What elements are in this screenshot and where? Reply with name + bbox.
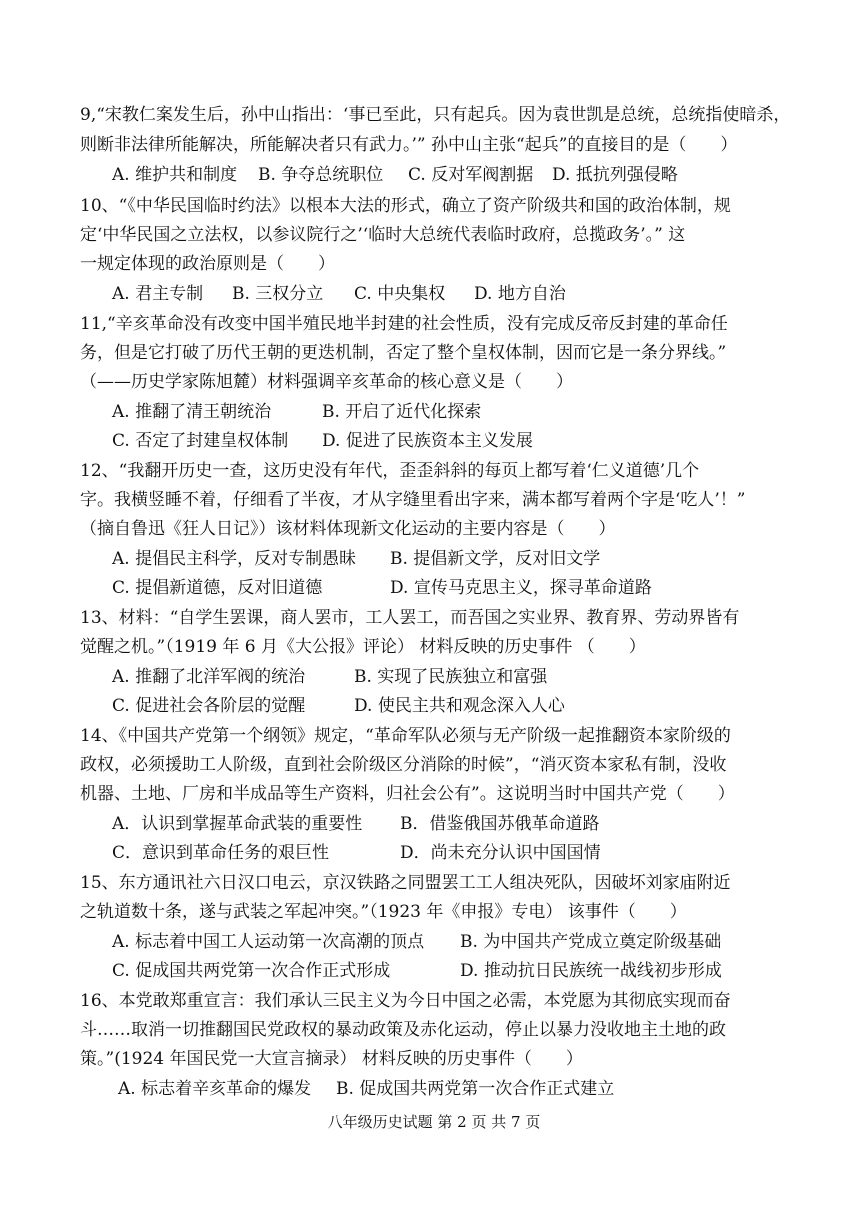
q10-option-b[interactable]: B. 三权分立 (232, 284, 324, 304)
q16-option-b[interactable]: B. 促成国共两党第一次合作正式建立 (336, 1079, 615, 1099)
q11-stem-line-3: （——历史学家陈旭麓）材料强调辛亥革命的核心意义是（ ） (80, 372, 573, 392)
q12-option-b[interactable]: B. 提倡新文学，反对旧文学 (390, 549, 601, 569)
q15-option-b[interactable]: B. 为中国共产党成立奠定阶级基础 (460, 932, 722, 952)
q13-option-a[interactable]: A. 推翻了北洋军阀的统治 (112, 667, 306, 687)
q10-option-d[interactable]: D. 地方自治 (474, 284, 566, 304)
q9-option-b[interactable]: B. 争夺总统职位 (258, 165, 384, 185)
q13-option-c[interactable]: C. 促进社会各阶层的觉醒 (112, 696, 306, 716)
q12-option-c[interactable]: C. 提倡新道德，反对旧道德 (112, 578, 323, 598)
q12-option-a[interactable]: A. 提倡民主科学，反对专制愚昧 (112, 549, 357, 569)
q12-stem-line-1: 12、“我翻开历史一查，这历史没有年代，歪歪斜斜的每页上都写着‘仁义道德’几个 (80, 461, 700, 481)
q13-option-b[interactable]: B. 实现了民族独立和富强 (354, 667, 548, 687)
q15-stem-line-1: 15、东方通讯社六日汉口电云，京汉铁路之同盟罢工工人组决死队，因破坏刘家庙附近 (80, 873, 731, 893)
q14-stem-line-3: 机器、土地、厂房和半成品等生产资料，归社会公有”。这说明当时中国共产党（ ） (80, 784, 735, 804)
q11-option-b[interactable]: B. 开启了近代化探索 (322, 402, 482, 422)
q12-stem-line-2: 字。我横竖睡不着，仔细看了半夜，才从字缝里看出字来，满本都写着两个字是‘吃人’！” (80, 490, 746, 510)
q9-stem-line-2: 则断非法律所能解决，所能解决者只有武力。’” 孙中山主张“起兵”的直接目的是（ ） (80, 135, 738, 155)
q10-stem-line-2: 定‘中华民国之立法权，以参议院行之’‘临时大总统代表临时政府，总揽政务’。” 这 (80, 225, 686, 245)
q9-option-c[interactable]: C. 反对军阀割据 (408, 165, 534, 185)
q16-stem-line-2: 斗……取消一切推翻国民党政权的暴动政策及赤化运动，停止以暴力没收地主土地的政 (80, 1020, 726, 1040)
page-footer: 八年级历史试题 第 2 页 共 7 页 (327, 1113, 541, 1131)
q11-stem-line-2: 务，但是它打破了历代王朝的更迭机制，否定了整个皇权体制，因而它是一条分界线。” (80, 343, 727, 363)
q13-option-d[interactable]: D. 使民主共和观念深入人心 (354, 696, 565, 716)
q11-option-a[interactable]: A. 推翻了清王朝统治 (112, 402, 272, 422)
q14-option-b[interactable]: B．借鉴俄国苏俄革命道路 (400, 814, 600, 834)
q10-stem-line-3: 一规定体现的政治原则是（ ） (80, 254, 335, 274)
q16-stem-line-3: 策。”(1924 年国民党一大宣言摘录） 材料反映的历史事件（ ） (80, 1049, 583, 1069)
q15-stem-line-2: 之轨道数十条，遂与武装之军起冲突。”（1923 年《申报》专电） 该事件（ ） (80, 902, 687, 922)
q15-option-c[interactable]: C. 促成国共两党第一次合作正式形成 (112, 961, 391, 981)
q13-stem-line-1: 13、材料：“自学生罢课，商人罢市，工人罢工，而吾国之实业界、教育界、劳动界皆有 (80, 608, 740, 628)
q9-option-d[interactable]: D. 抵抗列强侵略 (552, 165, 678, 185)
q11-option-c[interactable]: C. 否定了封建皇权体制 (112, 431, 289, 451)
q14-option-c[interactable]: C．意识到革命任务的艰巨性 (112, 843, 330, 863)
q11-option-d[interactable]: D. 促进了民族资本主义发展 (322, 431, 533, 451)
q9-stem-line-1: 9,“宋教仁案发生后，孙中山指出：‘事已至此，只有起兵。因为袁世凯是总统，总统指使暗杀， (80, 105, 791, 125)
q9-option-a[interactable]: A. 维护共和制度 (112, 165, 238, 185)
q10-option-c[interactable]: C. 中央集权 (354, 284, 446, 304)
q15-option-a[interactable]: A. 标志着中国工人运动第一次高潮的顶点 (112, 932, 425, 952)
q16-stem-line-1: 16、本党敢郑重宣言：我们承认三民主义为今日中国之必需，本党愿为其彻底实现而奋 (80, 991, 731, 1011)
q14-stem-line-2: 政权，必须援助工人阶级，直到社会阶级区分消除的时候”，“消灭资本家私有制，没收 (80, 755, 727, 775)
q13-stem-line-2: 觉醒之机。”（1919 年 6 月《大公报》评论） 材料反映的历史事件 （ ） (80, 637, 646, 657)
q15-option-d[interactable]: D. 推动抗日民族统一战线初步形成 (460, 961, 722, 981)
q14-option-d[interactable]: D．尚未充分认识中国国情 (400, 843, 601, 863)
q10-stem-line-1: 10、“《中华民国临时约法》以根本大法的形式，确立了资产阶级共和国的政治体制，规 (80, 196, 731, 216)
q14-stem-line-1: 14、《中国共产党第一个纲领》规定，“革命军队必须与无产阶级一起推翻资本家阶级的 (80, 726, 731, 746)
q10-option-a[interactable]: A. 君主专制 (112, 284, 204, 304)
q12-stem-line-3: （摘自鲁迅《狂人日记》）该材料体现新文化运动的主要内容是（ ） (80, 519, 616, 539)
q11-stem-line-1: 11,“辛亥革命没有改变中国半殖民地半封建的社会性质，没有完成反帝反封建的革命任 (80, 314, 728, 334)
q12-option-d[interactable]: D. 宣传马克思主义，探寻革命道路 (390, 578, 652, 598)
q16-option-a[interactable]: A. 标志着辛亥革命的爆发 (118, 1079, 312, 1099)
q14-option-a[interactable]: A．认识到掌握革命武装的重要性 (112, 814, 363, 834)
